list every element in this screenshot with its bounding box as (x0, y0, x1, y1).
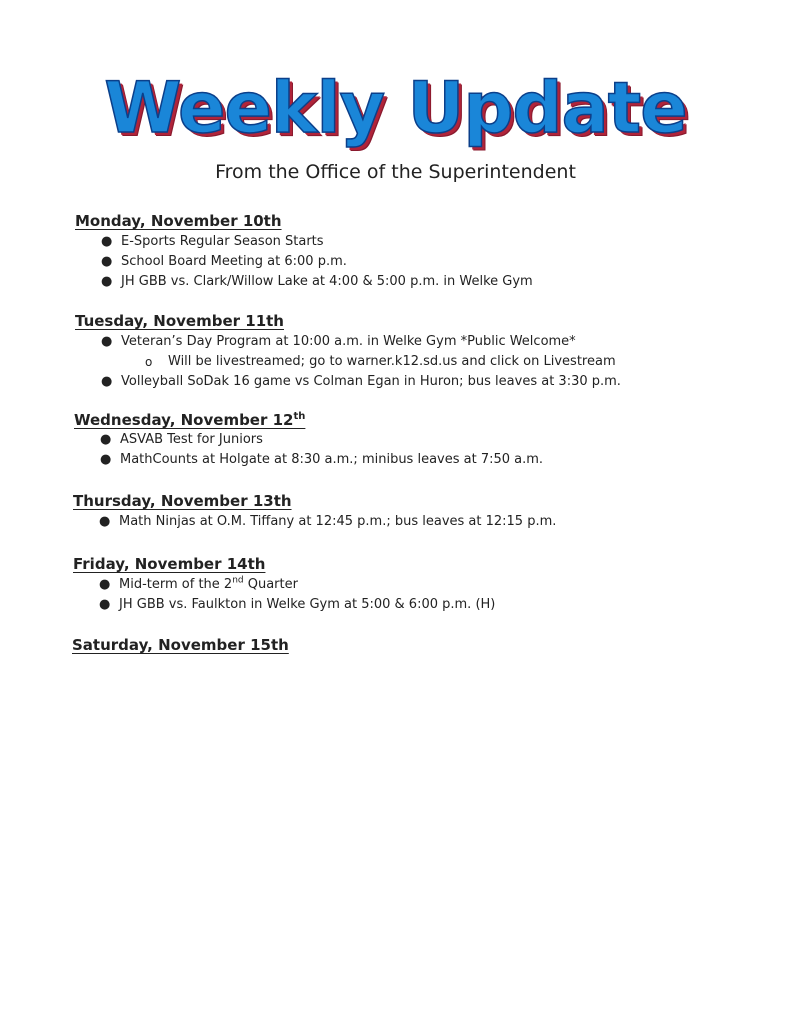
list-item: ● Veteran’s Day Program at 10:00 a.m. in Welke Gym *Public Welcome* (75, 332, 621, 352)
day-section-saturday (72, 636, 289, 654)
day-heading: Friday, November 14th (73, 555, 266, 573)
event-list (73, 512, 556, 532)
list-item: ● Mid-term of the 2nd Quarter (73, 575, 495, 595)
event-list (74, 430, 543, 470)
list-item: ● School Board Meeting at 6:00 p.m. (75, 252, 533, 272)
bullet-icon: ● (99, 577, 111, 592)
event-list (75, 332, 621, 392)
list-item: ● E-Sports Regular Season Starts (75, 232, 533, 252)
bullet-icon: ● (100, 432, 112, 447)
bullet-icon: ● (101, 274, 113, 289)
bullet-icon: ● (101, 234, 113, 249)
day-heading: Thursday, November 13th (73, 492, 292, 510)
bullet-icon: ● (101, 254, 113, 269)
sub-list-item: o Will be livestreamed; go to warner.k12.sd.us and click on Livestream (75, 352, 621, 372)
list-item: ● JH GBB vs. Faulkton in Welke Gym at 5:00 & 6:00 p.m. (H) (73, 595, 495, 615)
bullet-icon: ● (101, 334, 113, 349)
day-heading: Monday, November 10th (75, 212, 282, 230)
list-item: ● Volleyball SoDak 16 game vs Colman Egan in Huron; bus leaves at 3:30 p.m. (75, 372, 621, 392)
page-title: Weekly Update (104, 67, 687, 149)
list-item: ● ASVAB Test for Juniors (74, 430, 543, 450)
day-section-tuesday (75, 312, 621, 392)
day-section-friday (73, 555, 495, 615)
day-section-thursday (73, 492, 556, 532)
bullet-icon: ● (99, 514, 111, 529)
bullet-icon: ● (99, 597, 111, 612)
day-heading: Tuesday, November 11th (75, 312, 284, 330)
bullet-icon: ● (101, 374, 113, 389)
list-item: ● MathCounts at Holgate at 8:30 a.m.; minibus leaves at 7:50 a.m. (74, 450, 543, 470)
day-section-wednesday (74, 411, 543, 470)
bullet-icon: ● (100, 452, 112, 467)
sub-bullet-icon: o (145, 355, 153, 369)
event-list (73, 575, 495, 615)
day-section-monday (75, 212, 533, 292)
day-heading: Wednesday, November 12th (74, 411, 306, 429)
page-subtitle: From the Office of the Superintendent (215, 161, 576, 183)
day-heading: Saturday, November 15th (72, 636, 289, 654)
list-item: ● Math Ninjas at O.M. Tiffany at 12:45 p.m.; bus leaves at 12:15 p.m. (73, 512, 556, 532)
event-list (75, 232, 533, 292)
list-item: ● JH GBB vs. Clark/Willow Lake at 4:00 & 5:00 p.m. in Welke Gym (75, 272, 533, 292)
